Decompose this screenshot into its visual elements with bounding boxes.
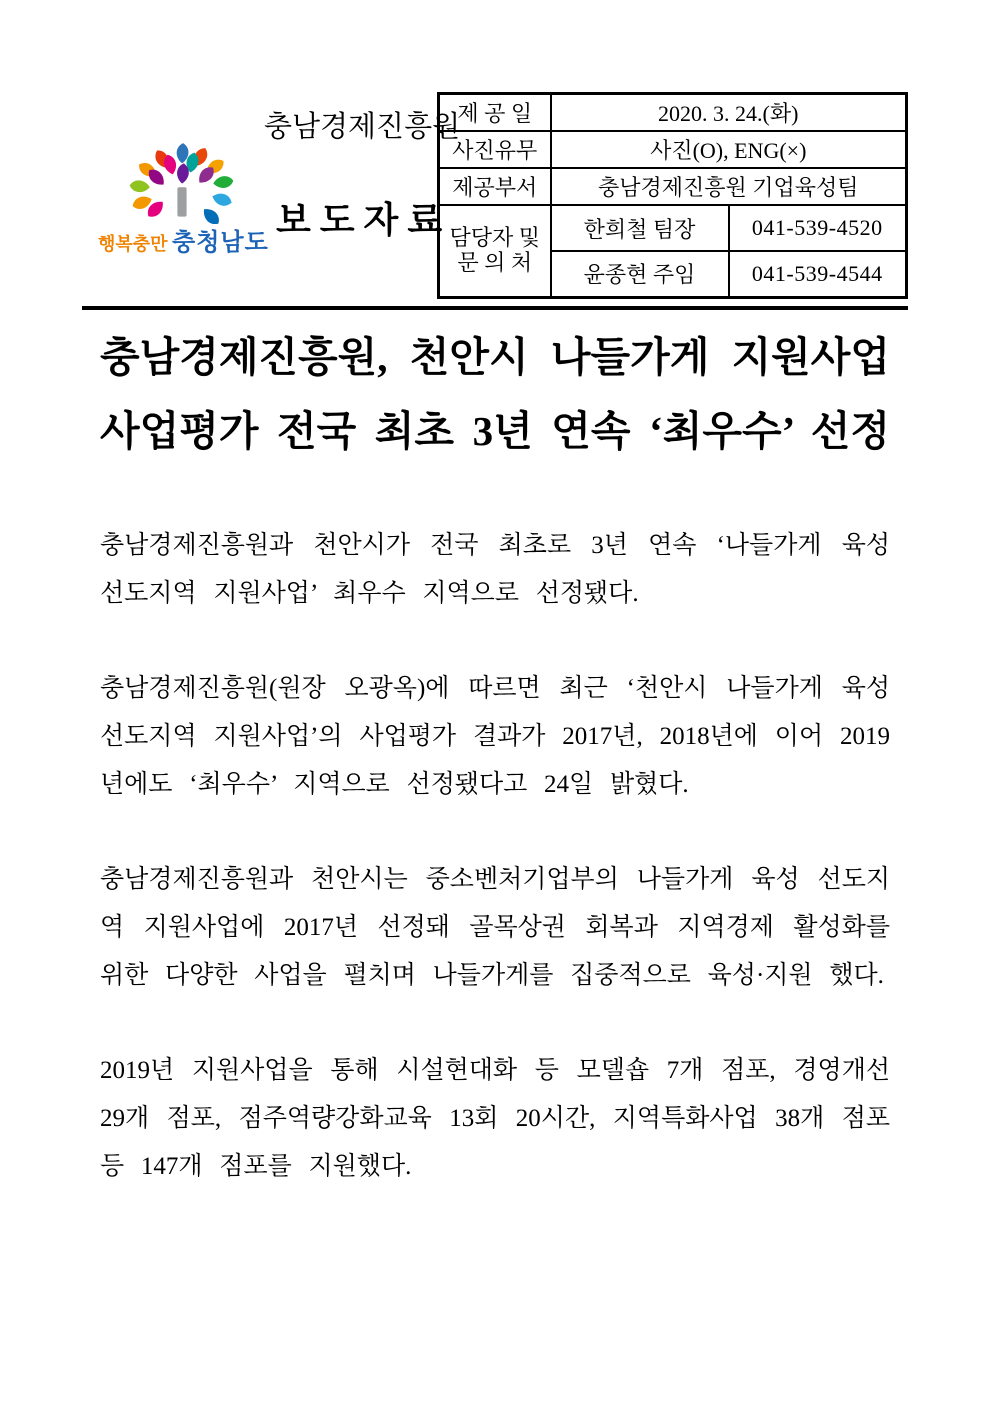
contact-phone: 041-539-4544	[729, 251, 907, 297]
paragraph-2: 충남경제진흥원(원장 오광옥)에 따르면 최근 ‘천안시 나들가게 육성 선도지역 지원사업’의 사업평가 결과가 2017년, 2018년에 이어 2019년에도 ‘최우수’ 지역으로 선정됐다고 24일 밝혔다.	[100, 675, 890, 798]
page-title-line2: 사업평가 전국 최초 3년 연속 ‘최우수’ 선정	[100, 408, 890, 454]
table-row	[439, 205, 907, 251]
photo-status-value: 사진(O), ENG(×)	[551, 131, 907, 168]
providing-dept-value: 충남경제진흥원 기업육성팀	[551, 168, 907, 205]
contact-phone: 041-539-4520	[729, 205, 907, 251]
paragraph-3: 충남경제진흥원과 천안시는 중소벤처기업부의 나들가게 육성 선도지역 지원사업에 2017년 선정돼 골목상권 회복과 지역경제 활성화를 위한 다양한 사업을 펼치며 나들가게를 집중적으로 육성·지원 했다.	[100, 866, 890, 989]
paragraph-1: 충남경제진흥원과 천안시가 전국 최초로 3년 연속 ‘나들가게 육성 선도지역 지원사업’ 최우수 지역으로 선정됐다.	[100, 532, 890, 607]
document-header	[0, 0, 992, 310]
table-row	[439, 131, 907, 168]
table-row	[439, 168, 907, 205]
contact-name: 윤종현 주임	[551, 251, 729, 297]
logo-org-name: 충청남도	[172, 229, 269, 256]
logo-wordmark	[98, 222, 269, 257]
tree-logo-icon	[98, 132, 266, 224]
header-divider-rule	[82, 306, 908, 310]
contact-label-line2: 문 의 처	[457, 249, 533, 275]
page-title-line1: 충남경제진흥원, 천안시 나들가게 지원사업	[100, 334, 890, 380]
table-row	[439, 94, 907, 132]
press-info-table	[437, 92, 908, 299]
logo-tagline: 행복충만	[98, 234, 168, 254]
chungcheongnam-do-logo	[98, 132, 269, 257]
document-type-label: 보도자료	[276, 200, 452, 240]
provided-date-value: 2020. 3. 24.(화)	[551, 94, 907, 132]
page-title	[100, 320, 890, 468]
press-release-body	[0, 320, 992, 1191]
issuing-org-name: 충남경제진흥원	[264, 111, 461, 143]
article-text	[100, 522, 890, 1191]
provided-date-label: 제 공 일	[439, 94, 551, 132]
providing-dept-label: 제공부서	[439, 168, 551, 205]
contact-label-line1: 담당자 및	[449, 225, 540, 251]
paragraph-4: 2019년 지원사업을 통해 시설현대화 등 모델숍 7개 점포, 경영개선 29개 점포, 점주역량강화교육 13회 20시간, 지역특화사업 38개 점포 등 147개 점포를 지원했다.	[100, 1057, 890, 1180]
contact-label	[439, 205, 551, 297]
photo-status-label: 사진유무	[439, 131, 551, 168]
contact-name: 한희철 팀장	[551, 205, 729, 251]
